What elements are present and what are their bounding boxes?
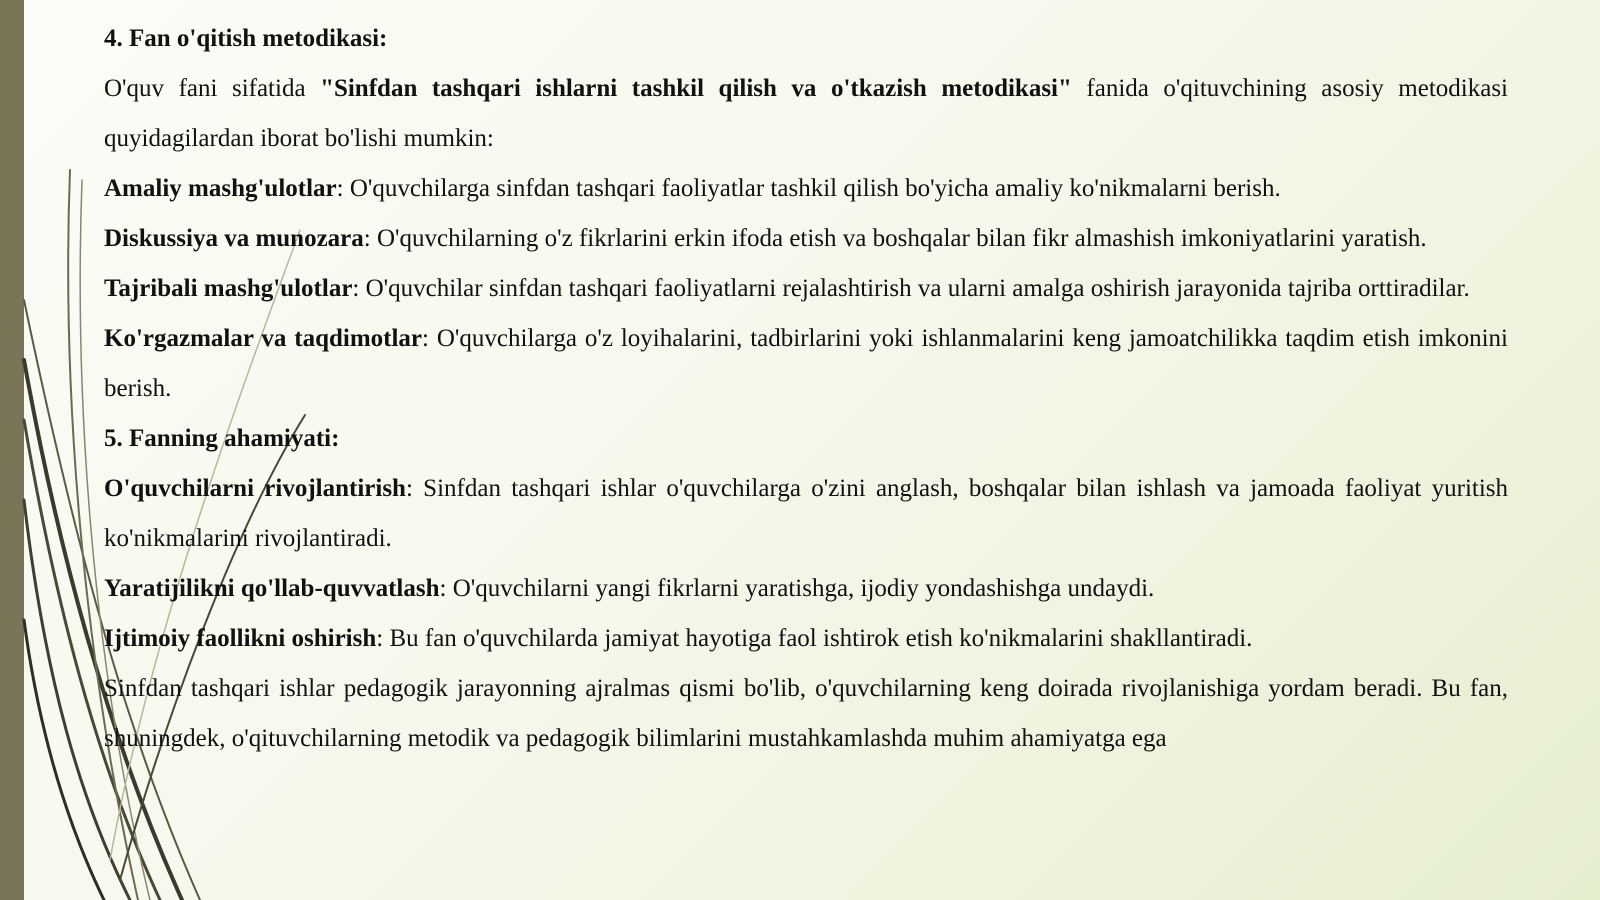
heading-methodology: 4. Fan o'qitish metodikasi: (104, 25, 388, 52)
method-item: Diskussiya va munozara: O'quvchilarning o'z fikrlarini erkin ifoda etish va boshqalar bilan fikr almashish imkoniyatlarini yaratish. (104, 225, 1427, 252)
method-item: Ko'rgazmalar va taqdimotlar: O'quvchilarga o'z loyihalarini, tadbirlarini yoki ishlanmalarini keng jamoatchilikka taqdim etish imkonini berish. (104, 325, 1508, 402)
conclusion-paragraph: Sinfdan tashqari ishlar pedagogik jarayonning ajralmas qismi bo'lib, o'quvchilarning keng doirada rivojlanishiga yordam beradi. Bu fan, shuningdek, o'qituvchilarning metodik va pedagogik bilimlarini mustahkamlashda muhim ahamiyatga ega (104, 675, 1508, 752)
method-item: Amaliy mashg'ulotlar: O'quvchilarga sinfdan tashqari faoliyatlar tashkil qilish bo'yicha amaliy ko'nikmalarni berish. (104, 175, 1281, 202)
importance-item: Ijtimoiy faollikni oshirish: Bu fan o'quvchilarda jamiyat hayotiga faol ishtirok etish ko'nikmalarini shakllantiradi. (104, 625, 1253, 652)
intro-paragraph: O'quv fani sifatida "Sinfdan tashqari ishlarni tashkil qilish va o'tkazish metodikasi" fanida o'qituvchining asosiy metodikasi quyidagilardan iborat bo'lishi mumkin: (104, 75, 1508, 152)
importance-item: Yaratijilikni qo'llab-quvvatlash: O'quvchilarni yangi fikrlarni yaratishga, ijodiy yondashishga undaydi. (104, 575, 1155, 602)
importance-item: O'quvchilarni rivojlantirish: Sinfdan tashqari ishlar o'quvchilarga o'zini anglash, boshqalar bilan ishlash va jamoada faoliyat yuritish ko'nikmalarini rivojlantiradi. (104, 475, 1509, 552)
slide-content (104, 14, 1508, 764)
heading-importance: 5. Fanning ahamiyati: (104, 425, 340, 452)
method-item: Tajribali mashg'ulotlar: O'quvchilar sinfdan tashqari faoliyatlarni rejalashtirish va ularni amalga oshirish jarayonida tajriba orttiradilar. (104, 275, 1470, 302)
